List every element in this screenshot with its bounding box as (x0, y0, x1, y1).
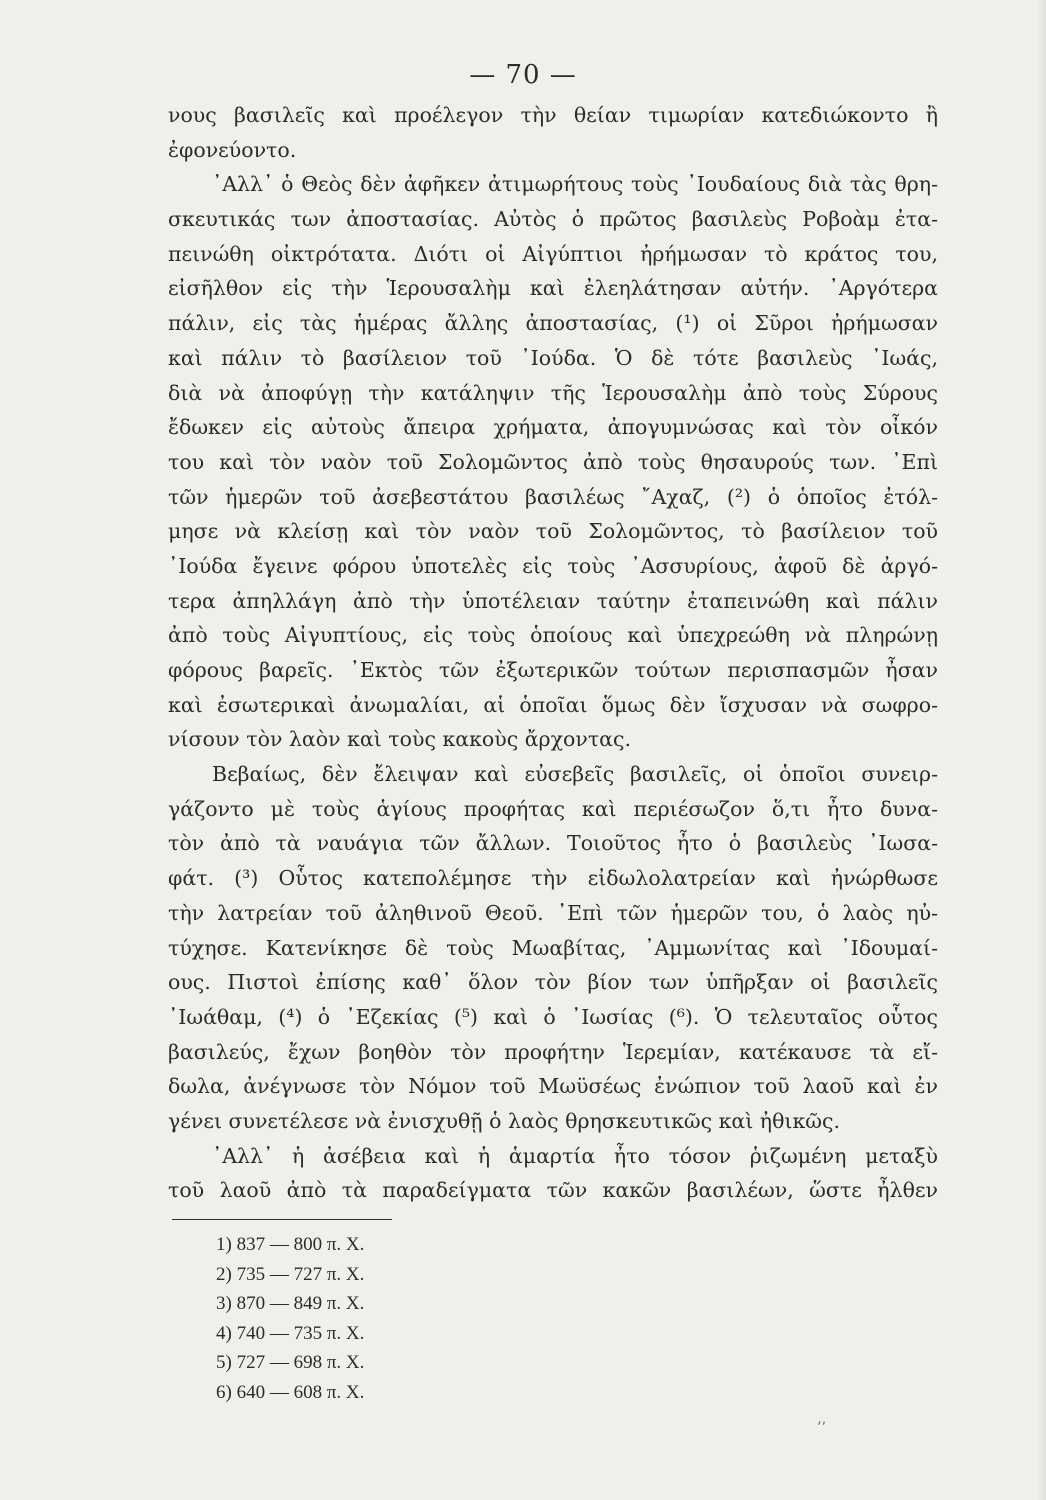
text-line: νίσουν τὸν λαὸν καὶ τοὺς κακοὺς ἄρχοντας. (168, 727, 632, 752)
text-line: τῶν ἡμερῶν τοῦ ἀσεβεστάτου βασιλέως ῎Αχαζ, (²) ὁ ὁποῖος ἐτόλ- (168, 484, 938, 509)
text-line: ἔδωκεν εἰς αὐτοὺς ἄπειρα χρήματα, ἀπογυμνώσας καὶ τὸν οἶκόν (168, 415, 938, 440)
text-line: διὰ νὰ ἀποφύγῃ τὴν κατάληψιν τῆς Ἱερουσαλὴμ ἀπὸ τοὺς Σύρους (168, 380, 938, 405)
text-line: νους βασιλεῖς καὶ προέλεγον τὴν θείαν τιμωρίαν κατεδιώκοντο ἢ (168, 103, 938, 127)
text-line: φόρους βαρεῖς. ᾿Εκτὸς τῶν ἐξωτερικῶν τούτων περισπασμῶν ἦσαν (168, 658, 938, 682)
stray-mark: ’’ (817, 1420, 826, 1436)
text-line: ᾿Αλλ᾿ ὁ Θεὸς δὲν ἀφῆκεν ἀτιμωρήτους τοὺς ᾿Ιουδαίους διὰ τὰς θρη- (212, 172, 938, 197)
footnote: 2) 735 — 727 π. Χ. (216, 1263, 365, 1285)
text-line: βασιλεύς, ἔχων βοηθὸν τὸν προφήτην Ἱερεμίαν, κατέκαυσε τὰ εἴ- (168, 1039, 938, 1064)
text-line: γάζοντο μὲ τοὺς ἁγίους προφήτας καὶ περιέσωζον ὅ,τι ἦτο δυνα- (168, 796, 938, 821)
text-line: γένει συνετέλεσε νὰ ἐνισχυθῇ ὁ λαὸς θρησκευτικῶς καὶ ἠθικῶς. (168, 1108, 840, 1133)
body-text (168, 98, 938, 1208)
text-line: του καὶ τὸν ναὸν τοῦ Σολομῶντος ἀπὸ τοὺς θησαυρούς των. ᾿Επὶ (168, 449, 938, 474)
text-line: τὸν ἀπὸ τὰ ναυάγια τῶν ἄλλων. Τοιοῦτος ἦτο ὁ βασιλεὺς ᾿Ιωσα- (168, 831, 938, 856)
text-line: ἀπὸ τοὺς Αἰγυπτίους, εἰς τοὺς ὁποίους καὶ ὑπεχρεώθη νὰ πληρώνῃ (168, 623, 938, 648)
text-line: φάτ. (³) Οὗτος κατεπολέμησε τὴν εἰδωλολατρείαν καὶ ἠνώρθωσε (168, 866, 938, 891)
footnote: 4) 740 — 735 π. Χ. (216, 1322, 365, 1344)
page-number: — 70 — (469, 60, 577, 90)
text-line: τοῦ λαοῦ ἀπὸ τὰ παραδείγματα τῶν κακῶν βασιλέων, ὥστε ἦλθεν (168, 1178, 938, 1203)
text-line: τὴν λατρείαν τοῦ ἀληθινοῦ Θεοῦ. ᾿Επὶ τῶν ἡμερῶν του, ὁ λαὸς ηὐ- (168, 900, 938, 925)
text-line: ἐφονεύοντο. (168, 137, 297, 162)
text-line: καὶ πάλιν τὸ βασίλειον τοῦ ᾿Ιούδα. Ὁ δὲ τότε βασιλεὺς ᾿Ιωάς, (168, 345, 938, 370)
text-line: εἰσῆλθον εἰς τὴν Ἱερουσαλὴμ καὶ ἐλεηλάτησαν αὐτήν. ᾿Αργότερα (168, 276, 938, 301)
text-line: σκευτικάς των ἀποστασίας. Αὐτὸς ὁ πρῶτος βασιλεὺς Ροβοὰμ ἐτα- (168, 207, 938, 232)
text-line: Βεβαίως, δὲν ἔλειψαν καὶ εὐσεβεῖς βασιλεῖς, οἱ ὁποῖοι συνειρ- (212, 762, 938, 787)
footnote: 1) 837 — 800 π. Χ. (216, 1234, 365, 1255)
footnote: 5) 727 — 698 π. Χ. (216, 1352, 365, 1374)
text-line: τύχησε. Κατενίκησε δὲ τοὺς Μωαβίτας, ᾿Αμμωνίτας καὶ ᾿Ιδουμαί- (168, 935, 938, 960)
page-edge-shadow (1036, 0, 1046, 1500)
text-line: πάλιν, εἰς τὰς ἡμέρας ἄλλης ἀποστασίας, (¹) οἱ Σῦροι ἠρήμωσαν (168, 311, 938, 336)
text-line: τερα ἀπηλλάγη ἀπὸ τὴν ὑποτέλειαν ταύτην ἐταπεινώθη καὶ πάλιν (168, 588, 938, 613)
text-line: μησε νὰ κλείσῃ καὶ τὸν ναὸν τοῦ Σολομῶντος, τὸ βασίλειον τοῦ (168, 519, 938, 544)
text-line: ᾿Ιούδα ἔγεινε φόρου ὑποτελὲς εἰς τοὺς ᾿Ασσυρίους, ἀφοῦ δὲ ἀργό- (168, 553, 938, 578)
footnotes (216, 1230, 364, 1408)
text-line: πεινώθη οἰκτρότατα. Διότι οἱ Αἰγύπτιοι ἠρήμωσαν τὸ κράτος του, (168, 241, 938, 266)
footnote: 3) 870 — 849 π. Χ. (216, 1293, 365, 1315)
footnote-divider (172, 1219, 392, 1220)
text-line: ους. Πιστοὶ ἐπίσης καθ᾿ ὅλον τὸν βίον των ὑπῆρξαν οἱ βασιλεῖς (168, 970, 938, 995)
footnote: 6) 640 — 608 π. Χ. (216, 1381, 365, 1403)
text-line: ᾿Αλλ᾿ ἡ ἀσέβεια καὶ ἡ ἁμαρτία ἦτο τόσον ῥιζωμένη μεταξὺ (212, 1143, 938, 1168)
text-line: ᾿Ιωάθαμ, (⁴) ὁ ᾿Εζεκίας (⁵) καὶ ὁ ᾿Ιωσίας (⁶). Ὁ τελευταῖος οὗτος (168, 1004, 938, 1029)
text-line: καὶ ἐσωτερικαὶ ἀνωμαλίαι, αἱ ὁποῖαι ὅμως δὲν ἴσχυσαν νὰ σωφρο- (168, 692, 938, 717)
text-line: δωλα, ἀνέγνωσε τὸν Νόμον τοῦ Μωϋσέως ἐνώπιον τοῦ λαοῦ καὶ ἐν (168, 1074, 938, 1099)
